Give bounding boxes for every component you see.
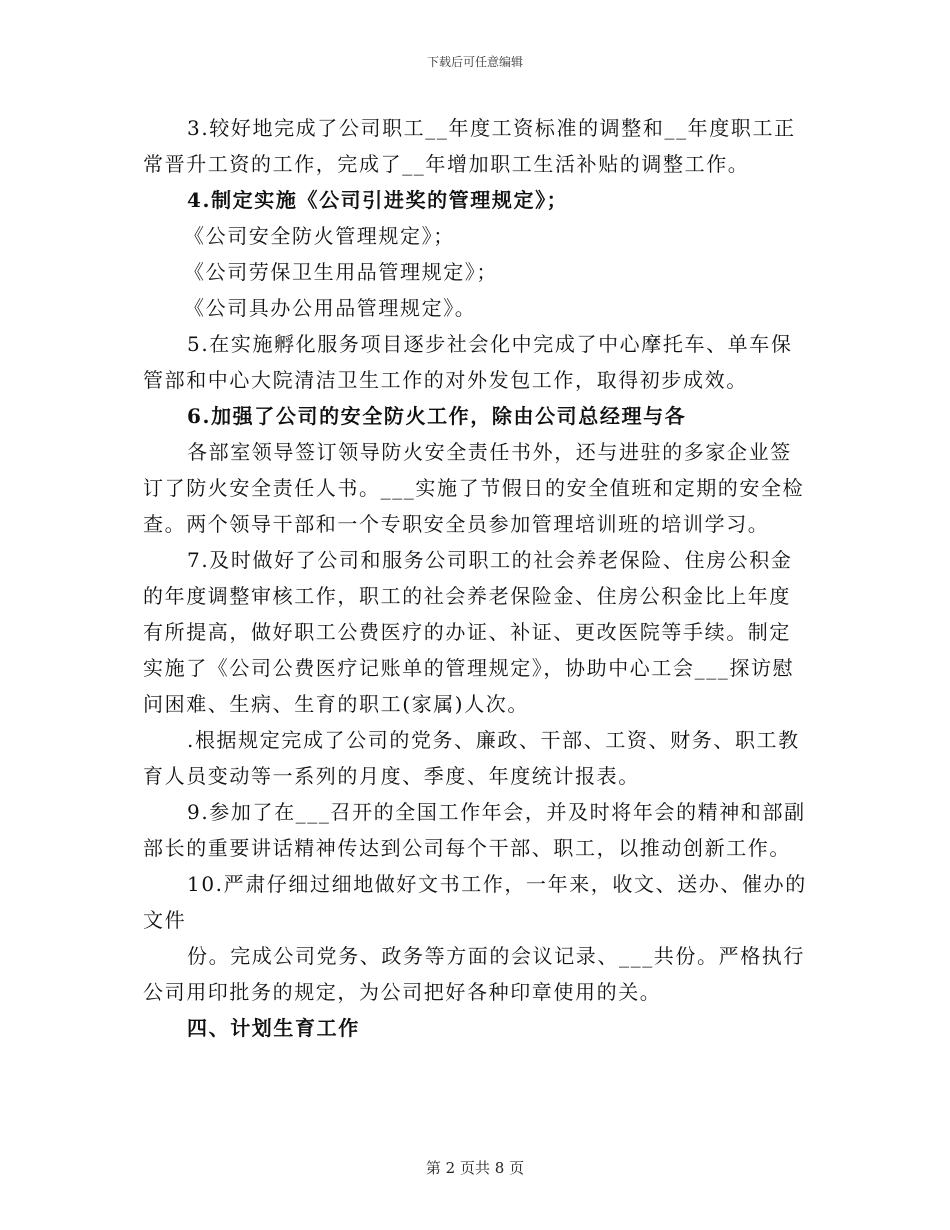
text-line: 常晋升工资的工作，完成了__年增加职工生活补贴的调整工作。 [143,152,750,176]
text-line: 9.参加了在___召开的全国工作年会，并及时将年会的精神和部副 [187,800,806,824]
text-line: 部长的重要讲话精神传达到公司每个干部、职工，以推动创新工作。 [143,836,791,860]
text-line: 5.在实施孵化服务项目逐步社会化中完成了中心摩托车、单车保 [187,332,793,356]
text-line: 《公司劳保卫生用品管理规定》； [184,260,498,284]
text-line: 7.及时做好了公司和服务公司职工的社会养老保险、住房公积金 [187,548,793,572]
text-line: 份。完成公司党务、政务等方面的会议记录、___共份。严格执行 [187,944,805,968]
text-line: 实施了《公司公费医疗记账单的管理规定》，协助中心工会___探访慰 [143,656,795,680]
text-line: 育人员变动等一系列的月度、季度、年度统计报表。 [143,764,640,788]
text-line: 订了防火安全责任人书。___实施了节假日的安全值班和定期的安全检 [143,476,805,500]
page-header: 下载后可任意编辑 [426,55,523,69]
text-line: 有所提高，做好职工公费医疗的办证、补证、更改医院等手续。制定 [143,620,791,644]
text-line: 6.加强了公司的安全防火工作，除由公司总经理与各 [187,404,687,428]
text-line: 3.较好地完成了公司职工__年度工资标准的调整和__年度职工正 [187,116,796,140]
text-line: 4.制定实施《公司引进奖的管理规定》； [187,188,569,212]
text-line: 《公司具办公用品管理规定》。 [184,296,477,320]
text-line: 问困难、生病、生育的职工(家属)人次。 [143,692,530,716]
text-line: 四、计划生育工作 [187,1016,360,1040]
text-line: 10.严肃仔细过细地做好文书工作，一年来，收文、送办、催办的 [187,872,807,896]
text-line: 查。两个领导干部和一个专职安全员参加管理培训班的培训学习。 [143,512,770,536]
text-line: 文件 [143,908,187,932]
text-line: 管部和中心大院清洁卫生工作的对外发包工作，取得初步成效。 [143,368,748,392]
text-line: 公司用印批务的规定，为公司把好各种印章使用的关。 [143,980,662,1004]
text-line: 各部室领导签订领导防火安全责任书外，还与进驻的多家企业签 [187,440,792,464]
text-line: .根据规定完成了公司的党务、廉政、干部、工资、财务、职工教 [187,728,800,752]
text-line: 的年度调整审核工作，职工的社会养老保险金、住房公积金比上年度 [143,584,791,608]
document-body [143,110,807,1046]
text-line: 《公司安全防火管理规定》； [184,224,455,248]
page-footer: 第 2 页共 8 页 [425,1159,525,1177]
